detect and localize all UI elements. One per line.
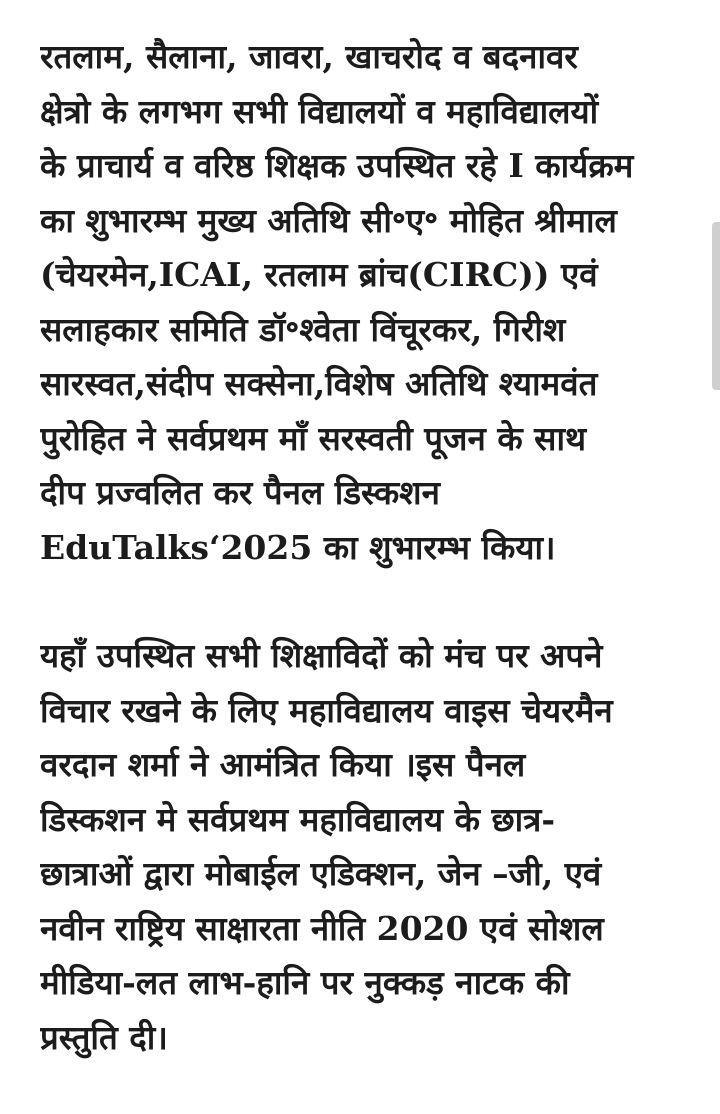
text-line: का शुभारम्भ मुख्य अतिथि सी॰ए॰ मोहित श्रीमाल	[40, 200, 617, 240]
text-line: दीप प्रज्वलित कर पैनल डिस्कशन	[40, 473, 440, 512]
text-line: रतलाम, सैलाना, जावरा, खाचरोद व बदनावर	[40, 37, 578, 76]
text-line: डिस्कशन मे सर्वप्रथम महाविद्यालय के छात्र-	[40, 799, 556, 839]
text-line: छात्राओं द्वारा मोबाईल एडिक्शन, जेन –जी, एवं	[40, 854, 602, 893]
text-line: क्षेत्रो के लगभग सभी विद्यालयों व महाविद्यालयों	[40, 91, 599, 131]
text-line: EduTalks‘2025 का शुभारम्भ किया।	[40, 527, 556, 567]
paragraph-2	[40, 629, 692, 1065]
text-line: नवीन राष्ट्रिय साक्षारता नीति 2020 एवं सोशल	[40, 908, 604, 948]
paragraph-1	[40, 30, 692, 575]
paragraph-spacer	[40, 575, 692, 629]
text-line: (चेयरमेन,ICAI, रतलाम ब्रांच(CIRC)) एवं	[40, 255, 598, 294]
scrollbar-thumb[interactable]	[712, 222, 720, 390]
text-line: सलाहकार समिति डॉ॰श्वेता विंचूरकर, गिरीश	[40, 309, 566, 349]
article-body	[40, 30, 692, 1065]
text-line: वरदान शर्मा ने आमंत्रित किया ।इस पैनल	[40, 745, 526, 784]
text-line: यहाँ उपस्थित सभी शिक्षाविदों को मंच पर अपने	[40, 636, 603, 675]
text-line: मीडिया-लत लाभ-हानि पर नुक्कड़ नाटक की	[40, 963, 570, 1002]
text-line: पुरोहित ने सर्वप्रथम माँ सरस्वती पूजन के साथ	[40, 418, 587, 458]
text-line: विचार रखने के लिए महाविद्यालय वाइस चेयरमैन	[40, 690, 613, 730]
text-line: सारस्वत,संदीप सक्सेना,विशेष अतिथि श्यामवंत	[40, 364, 598, 403]
text-line: प्रस्तुति दी।	[40, 1017, 168, 1057]
text-line: के प्राचार्य व वरिष्ठ शिक्षक उपस्थित रहे I कार्यक्रम	[40, 146, 634, 185]
